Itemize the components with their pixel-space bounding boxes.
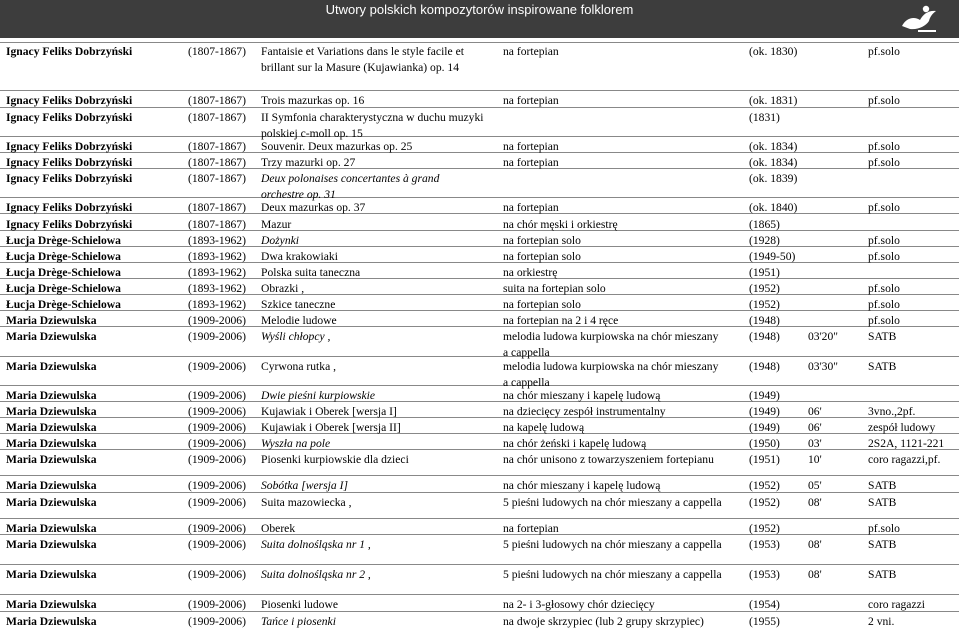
performers-cell: SATB [868, 496, 897, 509]
instrumentation-cell: na chór męski i orkiestrę [503, 218, 618, 231]
table-row [0, 568, 959, 584]
table-row [0, 201, 959, 217]
instrumentation-cell: na fortepian solo [503, 234, 581, 247]
date-cell: (1949-50) [749, 250, 796, 263]
instrumentation-cell: 5 pieśni ludowych na chór mieszany a cappella [503, 496, 722, 509]
row-separator [0, 385, 959, 386]
title-cell: Suita dolnośląska nr 1 , [261, 538, 371, 551]
date-cell: (1951) [749, 266, 780, 279]
instrumentation-cell: melodia ludowa kurpiowska na chór mieszany [503, 360, 719, 373]
composer-cell: Maria Dziewulska [6, 421, 97, 434]
instrumentation-cell: na 2- i 3-głosowy chór dziecięcy [503, 598, 655, 611]
instrumentation-cell: na fortepian solo [503, 298, 581, 311]
instrumentation-cell: na fortepian [503, 522, 559, 535]
composer-cell: Ignacy Feliks Dobrzyński [6, 201, 133, 214]
instrumentation-cell: na fortepian na 2 i 4 ręce [503, 314, 619, 327]
performers-cell: pf.solo [868, 45, 900, 58]
table-row [0, 234, 959, 250]
table-row [0, 437, 959, 453]
years-cell: (1909-2006) [188, 437, 246, 450]
composer-cell: Maria Dziewulska [6, 568, 97, 581]
date-cell: (ok. 1839) [749, 172, 798, 185]
table-row [0, 111, 959, 140]
row-separator [0, 42, 959, 43]
composer-cell: Maria Dziewulska [6, 360, 97, 373]
performers-cell: 3vno.,2pf. [868, 405, 916, 418]
duration-cell: 03'30" [808, 360, 839, 373]
performers-cell: SATB [868, 360, 897, 373]
duration-cell: 06' [808, 405, 822, 418]
date-cell: (1949) [749, 421, 780, 434]
date-cell: (1952) [749, 479, 780, 492]
composer-cell: Ignacy Feliks Dobrzyński [6, 172, 133, 185]
title-cell: Trzy mazurki op. 27 [261, 156, 356, 169]
duration-cell: 08' [808, 538, 822, 551]
instrumentation-cell: na fortepian [503, 201, 559, 214]
date-cell: (1948) [749, 360, 780, 373]
instrumentation-cell: melodia ludowa kurpiowska na chór mieszany [503, 330, 719, 343]
instrumentation-cell: na chór unisono z towarzyszeniem fortepianu [503, 453, 714, 466]
years-cell: (1807-1867) [188, 172, 246, 185]
table-row [0, 314, 959, 330]
bird-logo-icon [896, 4, 944, 34]
table-row [0, 479, 959, 495]
composer-cell: Maria Dziewulska [6, 538, 97, 551]
years-cell: (1893-1962) [188, 298, 246, 311]
instrumentation-cell: na dziecięcy zespół instrumentalny [503, 405, 666, 418]
title-cell: Piosenki kurpiowskie dla dzieci [261, 453, 409, 466]
title-cell: Suita dolnośląska nr 2 , [261, 568, 371, 581]
page-header [0, 0, 959, 38]
composer-cell: Ignacy Feliks Dobrzyński [6, 94, 133, 107]
instrumentation-cell: na fortepian [503, 94, 559, 107]
performers-cell: coro ragazzi,pf. [868, 453, 941, 466]
date-cell: (1949) [749, 389, 780, 402]
years-cell: (1893-1962) [188, 282, 246, 295]
date-cell: (1952) [749, 298, 780, 311]
instrumentation-cell: na orkiestrę [503, 266, 558, 279]
date-cell: (ok. 1831) [749, 94, 798, 107]
years-cell: (1893-1962) [188, 250, 246, 263]
title-cell: Polska suita taneczna [261, 266, 361, 279]
years-cell: (1807-1867) [188, 218, 246, 231]
composer-cell: Łucja Drège-Schielowa [6, 282, 121, 295]
date-cell: (ok. 1840) [749, 201, 798, 214]
table-row [0, 94, 959, 110]
performers-cell: pf.solo [868, 94, 900, 107]
title-cell: Sobótka [wersja I] [261, 479, 348, 492]
date-cell: (1953) [749, 568, 780, 581]
years-cell: (1909-2006) [188, 496, 246, 509]
date-cell: (1955) [749, 615, 780, 628]
performers-cell: 2 vni. [868, 615, 895, 628]
years-cell: (1909-2006) [188, 453, 246, 466]
composer-cell: Maria Dziewulska [6, 314, 97, 327]
duration-cell: 08' [808, 568, 822, 581]
years-cell: (1909-2006) [188, 314, 246, 327]
title-cell: Dwie pieśni kurpiowskie [261, 389, 375, 402]
composer-cell: Maria Dziewulska [6, 453, 97, 466]
composer-cell: Maria Dziewulska [6, 496, 97, 509]
instrumentation-cell: 5 pieśni ludowych na chór mieszany a cappella [503, 568, 722, 581]
performers-cell: zespół ludowy [868, 421, 936, 434]
title-cell: II Symfonia charakterystyczna w duchu muzyki [261, 111, 484, 124]
table-row [0, 405, 959, 421]
title-cell: Piosenki ludowe [261, 598, 338, 611]
table-row [0, 615, 959, 631]
page-title: Utwory polskich kompozytorów inspirowane folklorem [325, 2, 634, 17]
performers-cell: pf.solo [868, 522, 900, 535]
duration-cell: 03' [808, 437, 822, 450]
title-cell: Wyszła na pole [261, 437, 331, 450]
title-cell-continued: brillant sur la Masure (Kujawianka) op. 14 [261, 61, 460, 74]
instrumentation-cell: na chór mieszany i kapelę ludową [503, 479, 661, 492]
title-cell: Melodie ludowe [261, 314, 337, 327]
table-row [0, 282, 959, 298]
instrumentation-cell: na fortepian [503, 156, 559, 169]
title-cell: Wyśli chłopcy , [261, 330, 331, 343]
composer-cell: Maria Dziewulska [6, 479, 97, 492]
years-cell: (1909-2006) [188, 479, 246, 492]
table-row [0, 266, 959, 282]
title-cell: Kujawiak i Oberek [wersja I] [261, 405, 397, 418]
compositions-table [0, 38, 959, 628]
performers-cell: pf.solo [868, 298, 900, 311]
row-separator [0, 90, 959, 91]
composer-cell: Maria Dziewulska [6, 437, 97, 450]
instrumentation-cell: suita na fortepian solo [503, 282, 606, 295]
title-cell: Oberek [261, 522, 296, 535]
table-row [0, 453, 959, 469]
composer-cell: Maria Dziewulska [6, 330, 97, 343]
composer-cell: Łucja Drège-Schielowa [6, 298, 121, 311]
table-row [0, 172, 959, 201]
years-cell: (1909-2006) [188, 522, 246, 535]
duration-cell: 08' [808, 496, 822, 509]
years-cell: (1909-2006) [188, 538, 246, 551]
composer-cell: Łucja Drège-Schielowa [6, 234, 121, 247]
years-cell: (1909-2006) [188, 360, 246, 373]
table-row [0, 298, 959, 314]
performers-cell: SATB [868, 330, 897, 343]
table-row [0, 421, 959, 437]
instrumentation-cell: na dwoje skrzypiec (lub 2 grupy skrzypiec) [503, 615, 704, 628]
years-cell: (1807-1867) [188, 45, 246, 58]
title-cell: Kujawiak i Oberek [wersja II] [261, 421, 401, 434]
date-cell: (1952) [749, 496, 780, 509]
instrumentation-cell: na kapelę ludową [503, 421, 585, 434]
composer-cell: Maria Dziewulska [6, 598, 97, 611]
row-separator [0, 136, 959, 137]
composer-cell: Maria Dziewulska [6, 615, 97, 628]
table-row [0, 156, 959, 172]
table-row [0, 45, 959, 74]
date-cell: (1953) [749, 538, 780, 551]
years-cell: (1807-1867) [188, 111, 246, 124]
date-cell: (ok. 1834) [749, 156, 798, 169]
performers-cell: SATB [868, 568, 897, 581]
date-cell: (1831) [749, 111, 780, 124]
title-cell: Trois mazurkas op. 16 [261, 94, 365, 107]
row-separator [0, 594, 959, 595]
table-row [0, 250, 959, 266]
date-cell: (1950) [749, 437, 780, 450]
performers-cell: pf.solo [868, 201, 900, 214]
date-cell: (1948) [749, 330, 780, 343]
years-cell: (1909-2006) [188, 405, 246, 418]
years-cell: (1909-2006) [188, 389, 246, 402]
table-row [0, 330, 959, 359]
date-cell: (1948) [749, 314, 780, 327]
performers-cell: SATB [868, 538, 897, 551]
instrumentation-cell: na chór żeński i kapelę ludową [503, 437, 647, 450]
years-cell: (1893-1962) [188, 234, 246, 247]
performers-cell: pf.solo [868, 234, 900, 247]
table-row [0, 140, 959, 156]
performers-cell: pf.solo [868, 140, 900, 153]
instrumentation-cell-continued: a cappella [503, 376, 550, 389]
title-cell: Deux polonaises concertantes à grand [261, 172, 440, 185]
years-cell: (1807-1867) [188, 156, 246, 169]
composer-cell: Maria Dziewulska [6, 405, 97, 418]
years-cell: (1909-2006) [188, 330, 246, 343]
instrumentation-cell: na fortepian [503, 45, 559, 58]
title-cell: Dożynki [261, 234, 299, 247]
date-cell: (1952) [749, 522, 780, 535]
instrumentation-cell: 5 pieśni ludowych na chór mieszany a cappella [503, 538, 722, 551]
composer-cell: Ignacy Feliks Dobrzyński [6, 140, 133, 153]
composer-cell: Łucja Drège-Schielowa [6, 266, 121, 279]
row-separator [0, 564, 959, 565]
composer-cell: Ignacy Feliks Dobrzyński [6, 45, 133, 58]
duration-cell: 06' [808, 421, 822, 434]
years-cell: (1807-1867) [188, 201, 246, 214]
performers-cell: pf.solo [868, 282, 900, 295]
table-row [0, 496, 959, 512]
performers-cell: pf.solo [868, 156, 900, 169]
title-cell: Tańce i piosenki [261, 615, 336, 628]
date-cell: (1928) [749, 234, 780, 247]
instrumentation-cell: na fortepian [503, 140, 559, 153]
table-row [0, 538, 959, 554]
date-cell: (1952) [749, 282, 780, 295]
title-cell: Cyrwona rutka , [261, 360, 337, 373]
composer-cell: Ignacy Feliks Dobrzyński [6, 111, 133, 124]
composer-cell: Ignacy Feliks Dobrzyński [6, 218, 133, 231]
date-cell: (1951) [749, 453, 780, 466]
title-cell: Fantaisie et Variations dans le style facile et [261, 45, 464, 58]
table-row [0, 522, 959, 538]
years-cell: (1909-2006) [188, 568, 246, 581]
performers-cell: coro ragazzi [868, 598, 925, 611]
title-cell: Szkice taneczne [261, 298, 336, 311]
composer-cell: Maria Dziewulska [6, 522, 97, 535]
table-row [0, 360, 959, 389]
title-cell-continued: orchestre op. 31 [261, 188, 336, 201]
instrumentation-cell-continued: a cappella [503, 346, 550, 359]
duration-cell: 10' [808, 453, 822, 466]
years-cell: (1807-1867) [188, 140, 246, 153]
row-separator [0, 197, 959, 198]
composer-cell: Ignacy Feliks Dobrzyński [6, 156, 133, 169]
performers-cell: SATB [868, 479, 897, 492]
table-row [0, 218, 959, 234]
date-cell: (ok. 1834) [749, 140, 798, 153]
instrumentation-cell: na fortepian solo [503, 250, 581, 263]
composer-cell: Maria Dziewulska [6, 389, 97, 402]
date-cell: (1949) [749, 405, 780, 418]
date-cell: (ok. 1830) [749, 45, 798, 58]
table-row [0, 598, 959, 614]
title-cell: Suita mazowiecka , [261, 496, 352, 509]
years-cell: (1909-2006) [188, 421, 246, 434]
title-cell: Mazur [261, 218, 292, 231]
performers-cell: pf.solo [868, 250, 900, 263]
years-cell: (1909-2006) [188, 598, 246, 611]
performers-cell: 2S2A, 1121-221 [868, 437, 945, 450]
row-separator [0, 356, 959, 357]
date-cell: (1954) [749, 598, 780, 611]
years-cell: (1909-2006) [188, 615, 246, 628]
date-cell: (1865) [749, 218, 780, 231]
composer-cell: Łucja Drège-Schielowa [6, 250, 121, 263]
performers-cell: pf.solo [868, 314, 900, 327]
years-cell: (1893-1962) [188, 266, 246, 279]
table-row [0, 389, 959, 405]
years-cell: (1807-1867) [188, 94, 246, 107]
row-separator [0, 475, 959, 476]
duration-cell: 05' [808, 479, 822, 492]
title-cell: Deux mazurkas op. 37 [261, 201, 366, 214]
title-cell: Souvenir. Deux mazurkas op. 25 [261, 140, 413, 153]
instrumentation-cell: na chór mieszany i kapelę ludową [503, 389, 661, 402]
title-cell: Obrazki , [261, 282, 305, 295]
title-cell-continued: polskiej c-moll op. 15 [261, 127, 363, 140]
row-separator [0, 518, 959, 519]
duration-cell: 03'20" [808, 330, 839, 343]
title-cell: Dwa krakowiaki [261, 250, 338, 263]
